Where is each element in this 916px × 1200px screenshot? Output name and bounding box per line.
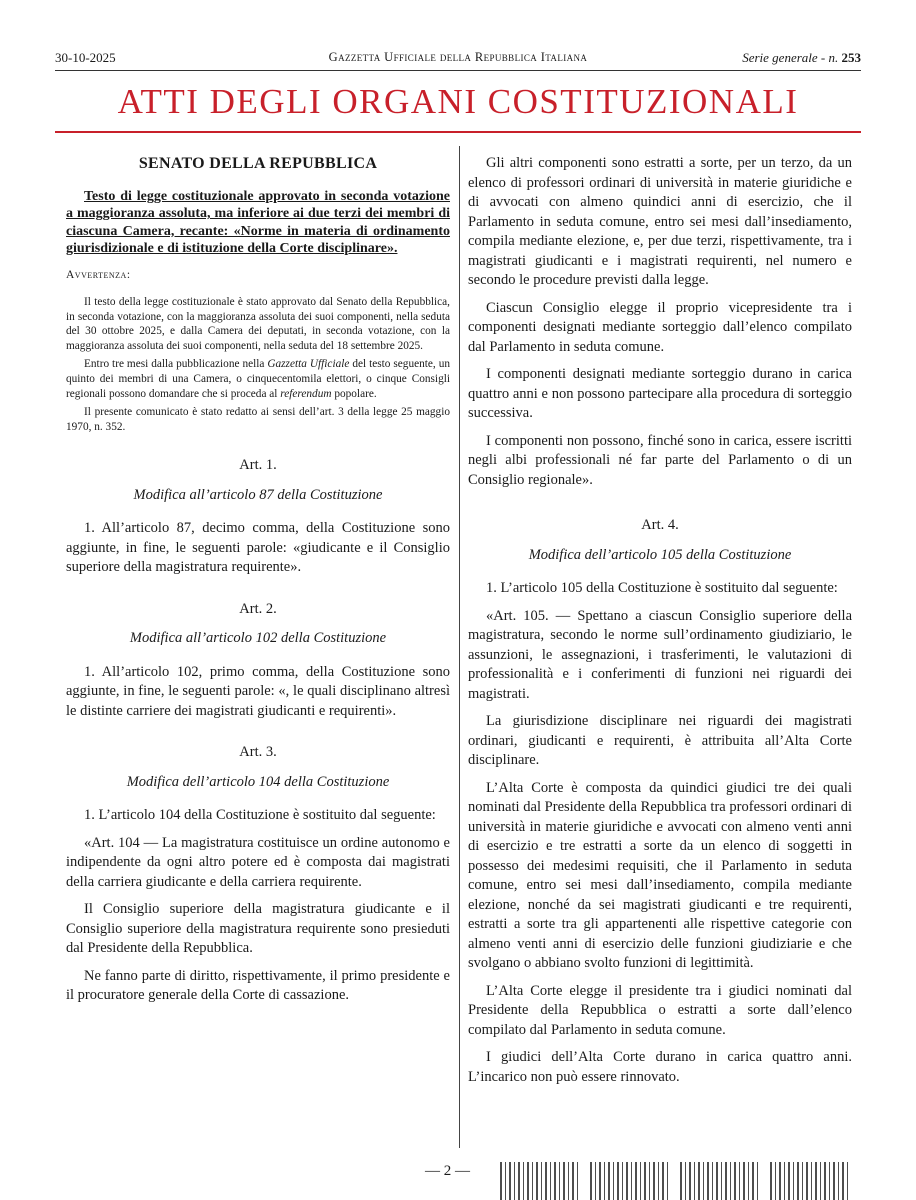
banner-rule <box>55 131 861 133</box>
avv2-referendum: referendum <box>280 387 332 400</box>
article-4-paragraph-2: «Art. 105. — Spettano a ciascun Consiglio superiore della magistratura, secondo le norme sull’ordinamento giudiziario, le assunzioni, le assegnazioni, i trasferimenti, le valutazioni di professionalità e i conferimenti di funzioni nei riguardi dei magistrati. <box>468 607 852 702</box>
right-paragraph-3: I componenti designati mediante sorteggio durano in carica quattro anni e non possono partecipare alla procedura di sorteggio successiva. <box>468 366 852 421</box>
article-3-paragraph-2: «Art. 104 — La magistratura costituisce un ordine autonomo e indipendente da ogni altro potere ed è composta dai magistrati della carriera giudicante e della carriera requirente. <box>66 834 450 890</box>
header-rule <box>55 70 861 71</box>
issue-date: 30-10-2025 <box>55 50 116 65</box>
avv2-text-c: popolare. <box>331 387 377 400</box>
article-3-paragraph-1: 1. L’articolo 104 della Costituzione è sostituito dal seguente: <box>84 807 436 824</box>
right-paragraph-4: I componenti non possono, finché sono in carica, essere iscritti negli albi professionali né far parte del Parlamento o di un Consiglio regionale». <box>468 432 852 488</box>
right-column <box>468 154 852 1095</box>
article-1-paragraph: 1. All’articolo 87, decimo comma, della Costituzione sono aggiunte, in fine, le seguenti parole: «giudicante e il Consiglio superiore della magistratura requirente». <box>66 520 450 576</box>
article-1-title: Modifica all’articolo 87 della Costituzione <box>133 486 383 503</box>
datamatrix-code-1 <box>500 1162 580 1200</box>
article-3-paragraph-4: Ne fanno parte di diritto, rispettivamente, il primo presidente e il procuratore generale della Corte di cassazione. <box>66 967 450 1004</box>
publication-title: Gazzetta Ufficiale della Repubblica Italiana <box>328 50 588 64</box>
article-4-paragraph-4: L’Alta Corte è composta da quindici giudici tre dei quali nominati dal Presidente della Repubblica tra professori ordinari di università in materie giuridiche e avvocati con almeno venti anni di esercizio e tre estratti a sorte da un elenco di soggetti in possesso dei medesimi requisiti, che il Parlamento in seduta comune, entro sei mesi dall’insediamento, compila mediante elezione, nonché da sei magistrati giudicanti e tre requirenti, estratti a sorte tra gli appartenenti alle rispettive categorie con almeno venti anni di esercizio delle funzioni giudiziarie e che svolgano o abbiano svolto funzioni di legittimità. <box>468 779 852 971</box>
page-number: — 2 — <box>425 1163 470 1179</box>
series-text: Serie generale - n. <box>742 50 839 65</box>
left-column <box>66 150 450 1014</box>
datamatrix-code-4 <box>770 1162 850 1200</box>
avvertenza-paragraph-2 <box>66 357 450 401</box>
datamatrix-code-3 <box>680 1162 760 1200</box>
article-4-paragraph-3: La giurisdizione disciplinare nei riguardi dei magistrati ordinari, giudicanti e requirenti, è attribuita all’Alta Corte disciplinare. <box>468 713 852 768</box>
article-4-paragraph-5: L’Alta Corte elegge il presidente tra i giudici nominati dal Presidente della Repubblica o estratti a sorte dall’elenco compilato dal Parlamento in seduta comune. <box>468 982 852 1038</box>
avvertenza-title: Avvertenza: <box>66 268 131 281</box>
article-4-number: Art. 4. <box>641 517 679 533</box>
avvertenza-paragraph-3: Il presente comunicato è stato redatto ai sensi dell’art. 3 della legge 25 maggio 1970, n. 352. <box>66 406 450 433</box>
avv2-gazzetta: Gazzetta Ufficiale <box>267 358 350 371</box>
article-4-title: Modifica dell’articolo 105 della Costituzione <box>528 546 792 563</box>
avv2-text-a: Entro tre mesi dalla pubblicazione nella <box>84 358 268 371</box>
article-3-number: Art. 3. <box>239 744 277 761</box>
column-divider <box>459 146 460 1148</box>
article-3-paragraph-3: Il Consiglio superiore della magistratura giudicante e il Consiglio superiore della magistratura requirente sono presieduti dal Presidente della Repubblica. <box>66 901 450 957</box>
article-4-paragraph-6: I giudici dell’Alta Corte durano in carica quattro anni. L’incarico non può essere rinnovato. <box>468 1049 852 1085</box>
series-label <box>742 50 861 66</box>
running-header <box>55 50 861 70</box>
article-2-paragraph: 1. All’articolo 102, primo comma, della Costituzione sono aggiunte, in fine, le seguenti parole: «, le quali disciplinano altresì le distinte carriere dei magistrati giudicanti e requirenti». <box>66 663 450 719</box>
avv2-text-b: del testo seguente, un quinto dei membri di una Camera, o cinquecentomila elettori, o cinque Consigli regionali possono domandare che si proceda al <box>66 358 450 400</box>
article-2-title: Modifica all’articolo 102 della Costituzione <box>129 630 387 647</box>
section-banner: ATTI DEGLI ORGANI COSTITUZIONALI <box>117 82 799 121</box>
article-3-title: Modifica dell’articolo 104 della Costituzione <box>126 773 390 790</box>
avvertenza-block <box>66 266 450 435</box>
right-paragraph-2: Ciascun Consiglio elegge il proprio vicepresidente tra i componenti designati mediante sorteggio dall’elenco compilato dal Parlamento in seduta comune. <box>468 299 852 355</box>
avvertenza-paragraph-1: Il testo della legge costituzionale è stato approvato dal Senato della Repubblica, in seconda votazione, con la maggioranza assoluta dei suoi componenti, nella seduta del 30 ottobre 2025, e dalla Camera dei deputati, in seconda votazione, con la maggioranza assoluta dei suoi componenti, nella seduta del 18 settembre 2025. <box>66 296 450 352</box>
right-paragraph-1: Gli altri componenti sono estratti a sorte, per un terzo, da un elenco di professori ordinari di università in materie giuridiche e di avvocati con almeno quindici anni di esercizio, che il Parlamento in seduta comune, entro sei mesi dall’insediamento, compila mediante elezione, e, per due terzi, rispettivamente, tra i magistrati giudicanti e i magistrati requirenti, nel numero e secondo le procedure previsti dalla legge. <box>468 155 852 288</box>
series-number: 253 <box>841 50 861 65</box>
article-1-number: Art. 1. <box>239 457 277 474</box>
law-title: Testo di legge costituzionale approvato in seconda votazione a maggioranza assoluta, ma inferiore ai due terzi dei membri di ciascuna Camera, recante: «Norme in materia di ordinamento giurisdizionale e di istituzione della Corte disciplinare». <box>66 188 450 256</box>
datamatrix-code-2 <box>590 1162 670 1200</box>
article-4-paragraph-1: 1. L’articolo 105 della Costituzione è sostituito dal seguente: <box>486 580 838 596</box>
issuer-heading: SENATO DELLA REPUBBLICA <box>138 155 378 172</box>
article-2-number: Art. 2. <box>239 600 277 617</box>
